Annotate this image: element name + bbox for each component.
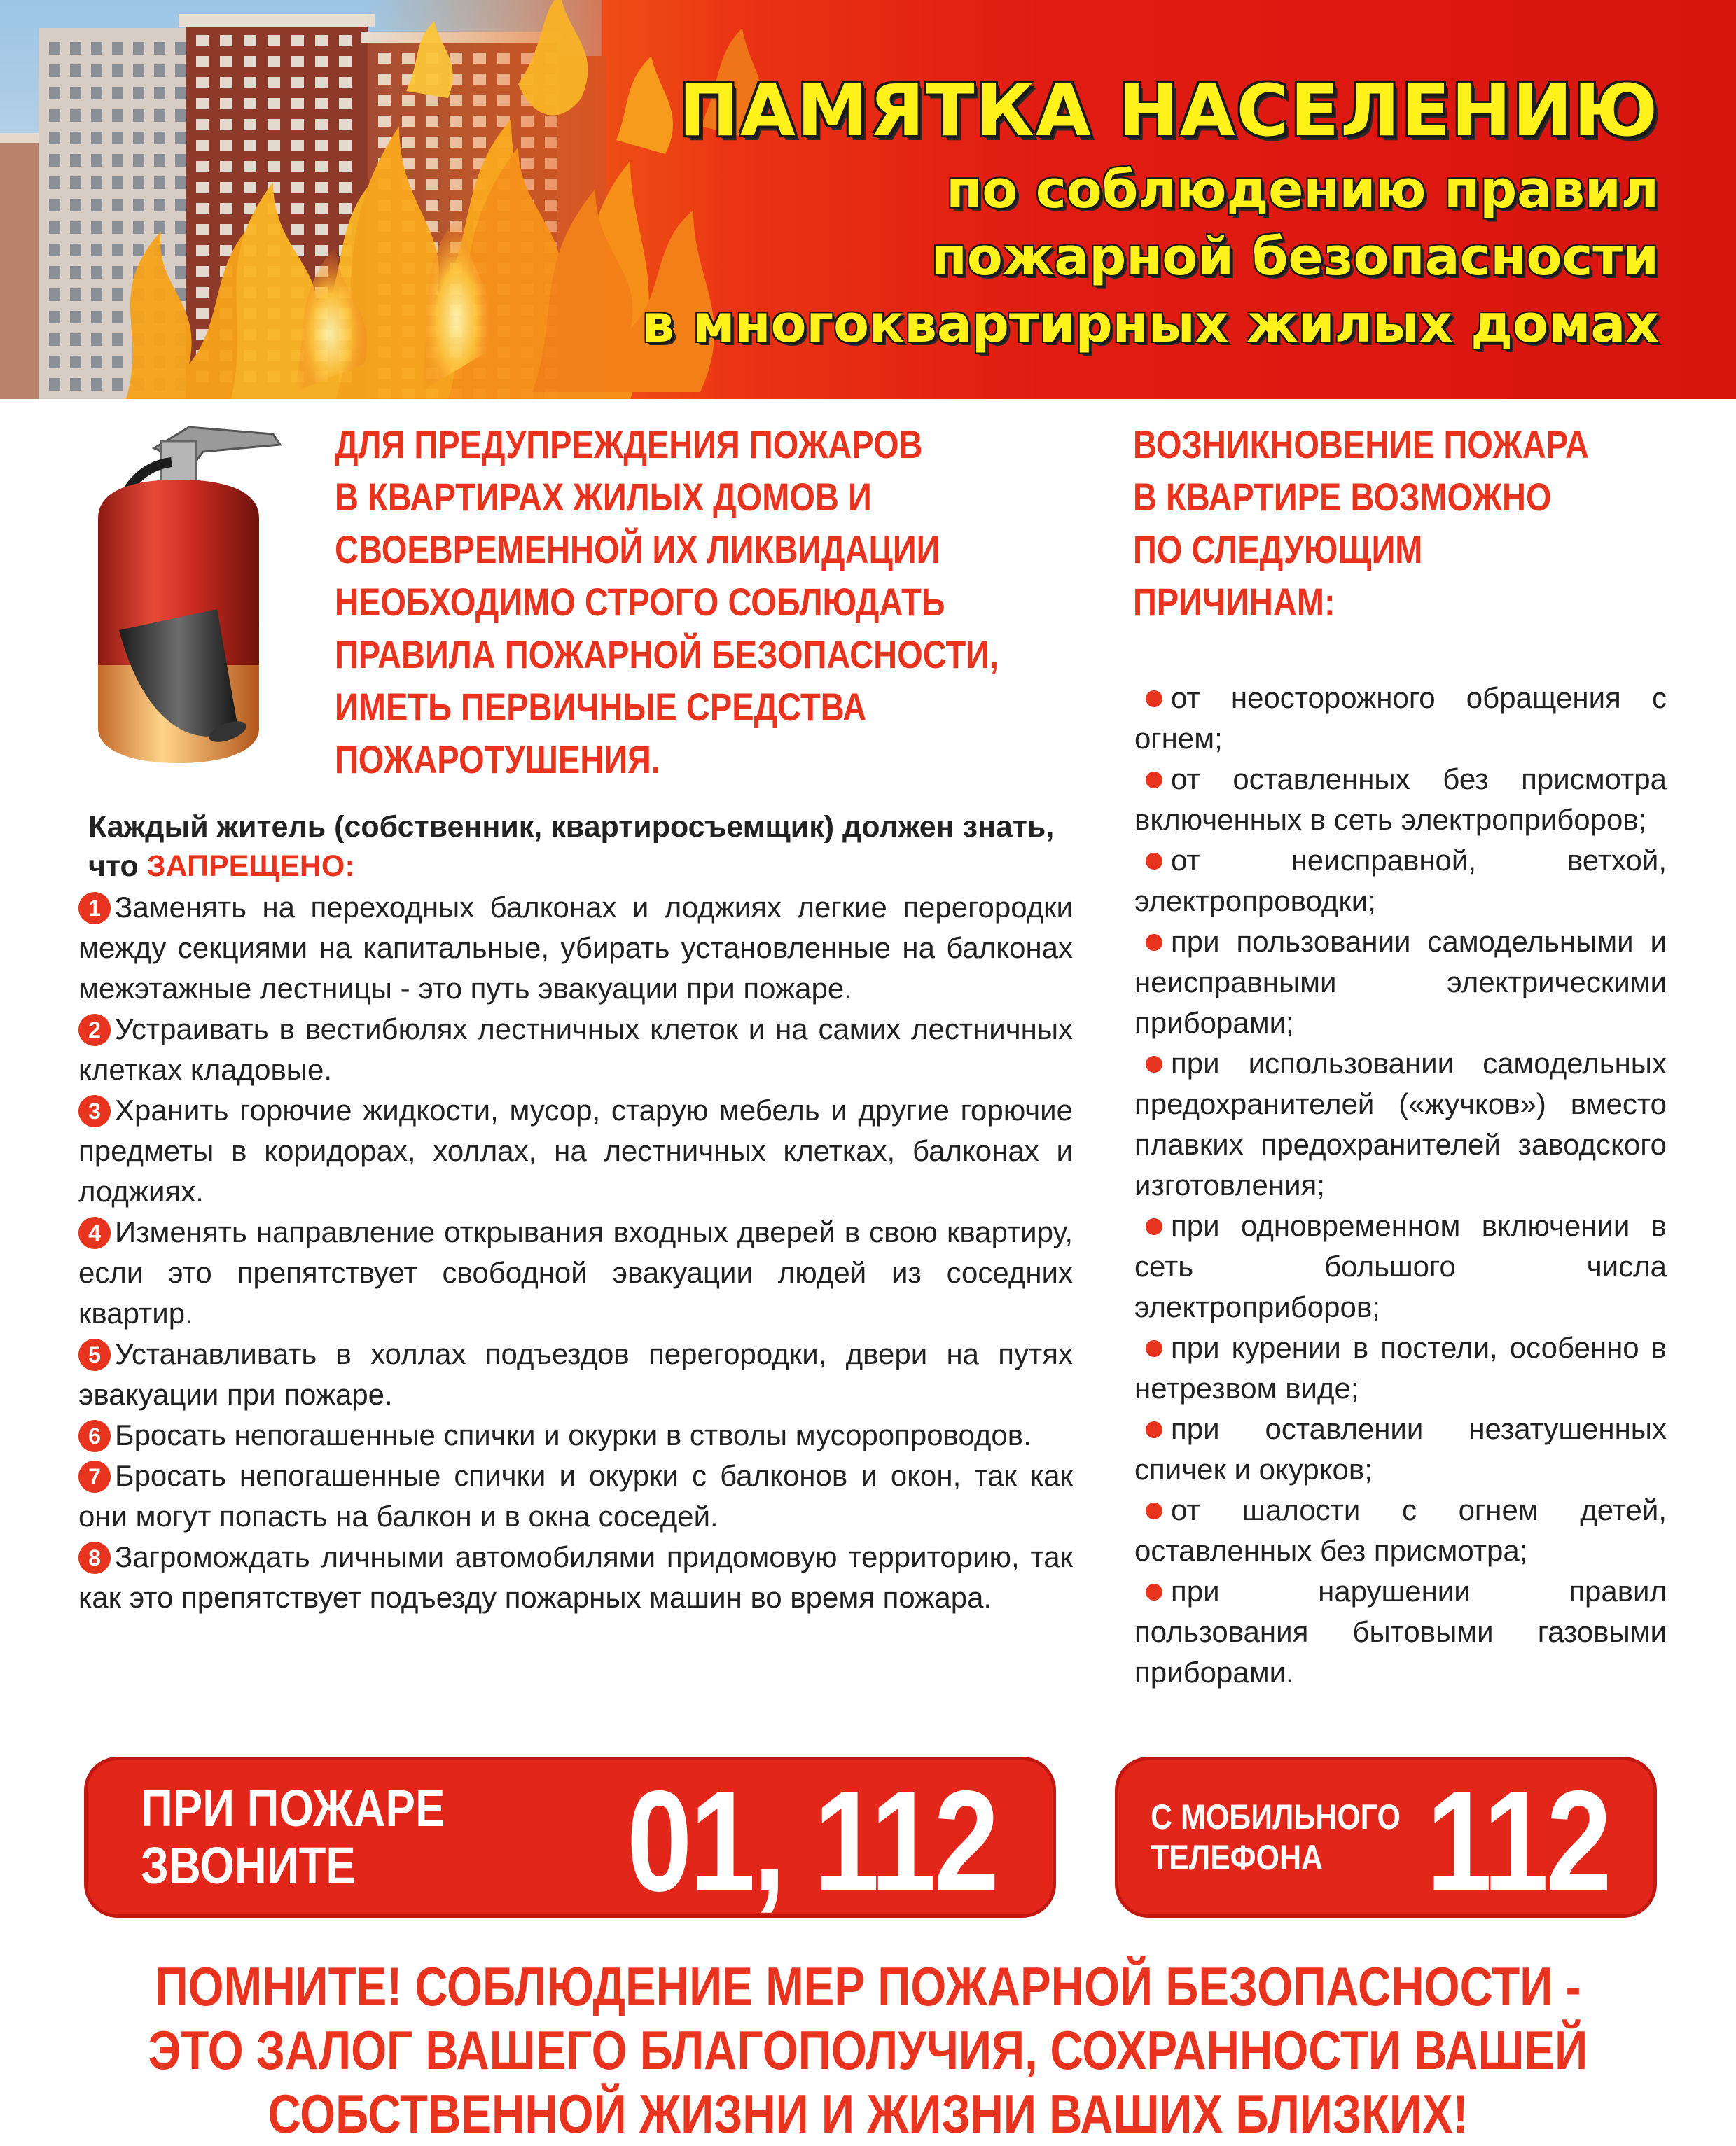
bullet-dot-icon: [1146, 934, 1162, 951]
causes-heading: [1133, 418, 1589, 628]
emergency-call-label: [141, 1780, 445, 1895]
prevention-heading-line: ДЛЯ ПРЕДУПРЕЖДЕНИЯ ПОЖАРОВ: [335, 422, 923, 466]
emergency-call-box: [84, 1757, 1056, 1921]
header-banner: [0, 0, 1736, 399]
bullet-dot-icon: [1146, 853, 1162, 870]
prevention-heading-line: НЕОБХОДИМО СТРОГО СОБЛЮДАТЬ: [335, 580, 945, 624]
rule-item: [78, 1537, 1073, 1618]
bullet-dot-icon: [1146, 772, 1162, 788]
prevention-heading-line: СВОЕВРЕМЕННОЙ ИХ ЛИКВИДАЦИИ: [335, 527, 940, 571]
rule-text: Загромождать личными автомобилями придомовую территорию, так как это препятствует подъезду пожарных машин во время пожара.: [78, 1540, 1073, 1614]
rule-text: Бросать непогашенные спички и окурки в стволы мусоропроводов.: [115, 1419, 1032, 1451]
causes-heading-line: ПО СЛЕДУЮЩИМ: [1133, 527, 1423, 571]
fire-extinguisher-icon: [70, 399, 308, 777]
slogan-line: ЭТО ЗАЛОГ ВАШЕГО БЛАГОПОЛУЧИЯ, СОХРАННОСТИ ВАШЕЙ: [148, 2019, 1588, 2081]
fire-causes-list: [1134, 678, 1667, 1693]
cause-item: [1134, 1490, 1667, 1571]
causes-heading-line: ВОЗНИКНОВЕНИЕ ПОЖАРА: [1133, 422, 1589, 466]
rule-item: [78, 1090, 1073, 1212]
bullet-dot-icon: [1146, 1503, 1162, 1519]
cause-item: [1134, 1328, 1667, 1409]
prevention-heading-line: В КВАРТИРАХ ЖИЛЫХ ДОМОВ И: [335, 475, 872, 519]
cause-text: от оставленных без присмотра включенных в сеть электроприборов;: [1134, 762, 1667, 836]
rule-number-badge: 6: [78, 1420, 111, 1452]
rule-text: Устраивать в вестибюлях лестничных клеток и на самих лестничных клетках кладовые.: [78, 1012, 1073, 1086]
rule-number-badge: 2: [78, 1014, 111, 1046]
cause-item: [1134, 921, 1667, 1043]
rule-number-badge: 3: [78, 1095, 111, 1127]
rule-item: [78, 1415, 1073, 1456]
rule-number-badge: 4: [78, 1217, 111, 1249]
emergency-phone-number: 01, 112: [627, 1761, 997, 1921]
resident-intro: [88, 807, 1083, 886]
cause-item: [1134, 759, 1667, 840]
rule-text: Бросать непогашенные спички и окурки с балконов и окон, так как они могут попасть на балкон и в окна соседей.: [78, 1459, 1073, 1533]
bullet-dot-icon: [1146, 1056, 1162, 1073]
bullet-dot-icon: [1146, 1584, 1162, 1601]
rule-text: Изменять направление открывания входных дверей в свою квартиру, если это препятствует свободной эвакуации людей из соседних квартир.: [78, 1215, 1073, 1330]
mobile-call-box: [1115, 1757, 1657, 1921]
prevention-heading: [335, 418, 999, 786]
subtitle-line-3: в многоквартирных жилых домах: [641, 294, 1659, 354]
bullet-dot-icon: [1146, 1218, 1162, 1235]
subtitle-line-2: пожарной безопасности: [931, 227, 1659, 287]
mobile-call-label: [1151, 1797, 1401, 1878]
forbidden-label: ЗАПРЕЩЕНО:: [146, 849, 355, 883]
rule-number-badge: 1: [78, 892, 111, 924]
rule-number-badge: 8: [78, 1542, 111, 1574]
page-title: ПАМЯТКА НАСЕЛЕНИЮ: [679, 69, 1659, 153]
intro-text: Каждый житель (собственник, квартиросъемщик) должен знать, что: [88, 810, 1055, 883]
cause-item: [1134, 678, 1667, 759]
cause-text: при пользовании самодельными и неисправными электрическими приборами;: [1134, 925, 1667, 1039]
rule-item: [78, 1212, 1073, 1334]
cause-item: [1134, 1043, 1667, 1206]
cause-text: при использовании самодельных предохранителей («жучков») вместо плавких предохранителей заводского изготовления;: [1134, 1047, 1667, 1201]
rule-item: [78, 1009, 1073, 1090]
prevention-heading-line: ПОЖАРОТУШЕНИЯ.: [335, 737, 660, 781]
header-title-block: [641, 67, 1659, 358]
cause-text: от неосторожного обращения с огнем;: [1134, 681, 1667, 755]
closing-slogan: [0, 1955, 1736, 2146]
mobile-call-label-line: С МОБИЛЬНОГО: [1151, 1797, 1401, 1837]
cause-text: от неисправной, ветхой, электропроводки;: [1134, 844, 1667, 917]
forbidden-rules-list: [78, 887, 1073, 1618]
cause-item: [1134, 1206, 1667, 1328]
mobile-call-label-line: ТЕЛЕФОНА: [1151, 1838, 1324, 1877]
prevention-heading-line: ПРАВИЛА ПОЖАРНОЙ БЕЗОПАСНОСТИ,: [335, 632, 999, 676]
rule-item: [78, 887, 1073, 1009]
causes-heading-line: В КВАРТИРЕ ВОЗМОЖНО: [1133, 475, 1552, 519]
bullet-dot-icon: [1146, 1421, 1162, 1438]
prevention-heading-line: ИМЕТЬ ПЕРВИЧНЫЕ СРЕДСТВА: [335, 685, 867, 729]
cause-text: от шалости с огнем детей, оставленных без присмотра;: [1134, 1493, 1667, 1567]
rule-number-badge: 5: [78, 1339, 111, 1371]
slogan-line: СОБСТВЕННОЙ ЖИЗНИ И ЖИЗНИ ВАШИХ БЛИЗКИХ!: [268, 2083, 1468, 2145]
subtitle-line-1: по соблюдению правил: [946, 160, 1659, 220]
rule-text: Хранить горючие жидкости, мусор, старую мебель и другие горючие предметы в коридорах, холлах, на лестничных клетках, балконах и лоджиях.: [78, 1094, 1073, 1208]
rule-number-badge: 7: [78, 1461, 111, 1493]
bullet-dot-icon: [1146, 690, 1162, 707]
rule-text: Заменять на переходных балконах и лоджиях легкие перегородки между секциями на капитальные, убирать установленные на балконах межэтажные лестницы - это путь эвакуации при пожаре.: [78, 891, 1073, 1005]
cause-item: [1134, 1409, 1667, 1490]
mobile-phone-number: 112: [1426, 1761, 1610, 1921]
bullet-dot-icon: [1146, 1340, 1162, 1357]
cause-text: при оставлении незатушенных спичек и окурков;: [1134, 1412, 1667, 1486]
cause-text: при одновременном включении в сеть большого числа электроприборов;: [1134, 1209, 1667, 1323]
causes-heading-line: ПРИЧИНАМ:: [1133, 580, 1335, 624]
slogan-line: ПОМНИТЕ! СОБЛЮДЕНИЕ МЕР ПОЖАРНОЙ БЕЗОПАСНОСТИ -: [155, 1956, 1581, 2017]
cause-text: при нарушении правил пользования бытовыми газовыми приборами.: [1134, 1575, 1667, 1689]
rule-item: [78, 1334, 1073, 1415]
emergency-call-label-line: ЗВОНИТЕ: [141, 1837, 356, 1895]
cause-item: [1134, 840, 1667, 921]
rule-item: [78, 1456, 1073, 1537]
rule-text: Устанавливать в холлах подъездов перегородки, двери на путях эвакуации при пожаре.: [78, 1337, 1073, 1411]
cause-item: [1134, 1571, 1667, 1693]
emergency-call-label-line: ПРИ ПОЖАРЕ: [141, 1779, 445, 1837]
cause-text: при курении в постели, особенно в нетрезвом виде;: [1134, 1331, 1667, 1405]
